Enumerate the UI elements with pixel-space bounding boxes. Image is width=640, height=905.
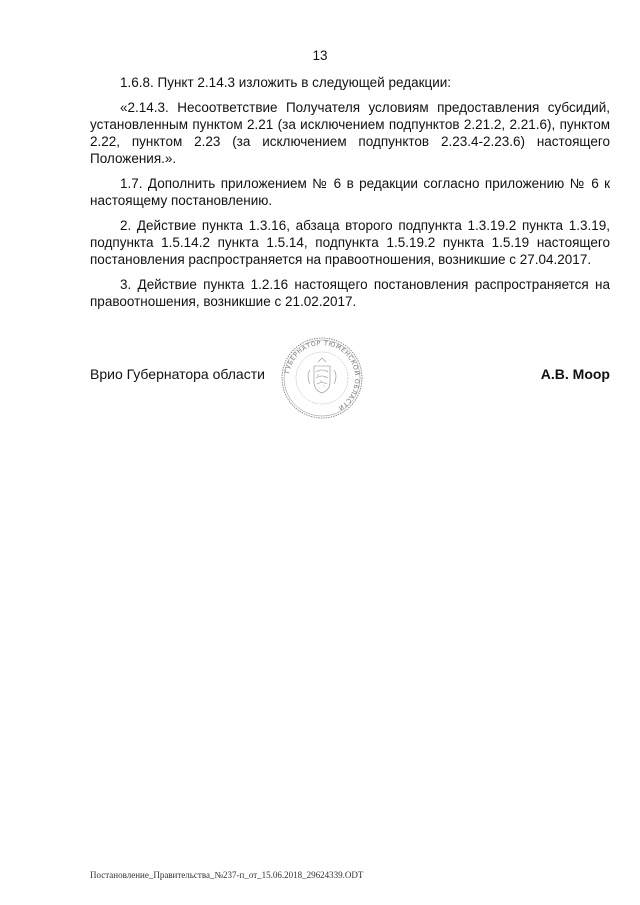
- paragraph-2: 2. Действие пункта 1.3.16, абзаца второго подпункта 1.3.19.2 пункта 1.3.19, подпункта 1.5.14.2 пункта 1.5.14, подпункта 1.5.19.2 пункта 1.5.19 настоящего постановления распространяется на правоотношения, возникшие с 27.04.2017.: [90, 218, 610, 267]
- paragraph-2-14-3: «2.14.3. Несоответствие Получателя условиям предоставления субсидий, установленным пунктом 2.21 (за исключением подпунктов 2.21.2, 2.21.6), пунктом 2.22, пунктом 2.23 (за исключением подпунктов 2.23.4-2.23.6) настоящего Положения.».: [90, 100, 610, 166]
- coat-of-arms-icon: [308, 358, 336, 393]
- signatory-name: А.В. Моор: [540, 366, 610, 382]
- page-number: 13: [312, 48, 328, 63]
- official-seal-stamp: [280, 336, 364, 420]
- seal-speckle-texture: [317, 371, 327, 389]
- seal-ring-text: ГУБЕРНАТОР ТЮМЕНСКОЙ ОБЛАСТИ: [284, 339, 361, 412]
- signatory-title: Врио Губернатора области: [90, 366, 265, 382]
- paragraph-1-6-8: 1.6.8. Пункт 2.14.3 изложить в следующей редакции:: [120, 75, 452, 90]
- document-filename-footer: Постановление_Правительства_№237-п_от_15.06.2018_29624339.ODT: [90, 870, 364, 880]
- paragraph-1-7: 1.7. Дополнить приложением № 6 в редакции согласно приложению № 6 к настоящему постановлению.: [90, 176, 610, 208]
- document-body: [90, 74, 610, 318]
- paragraph-3: 3. Действие пункта 1.2.16 настоящего постановления распространяется на правоотношения, возникшие с 21.02.2017.: [90, 277, 610, 309]
